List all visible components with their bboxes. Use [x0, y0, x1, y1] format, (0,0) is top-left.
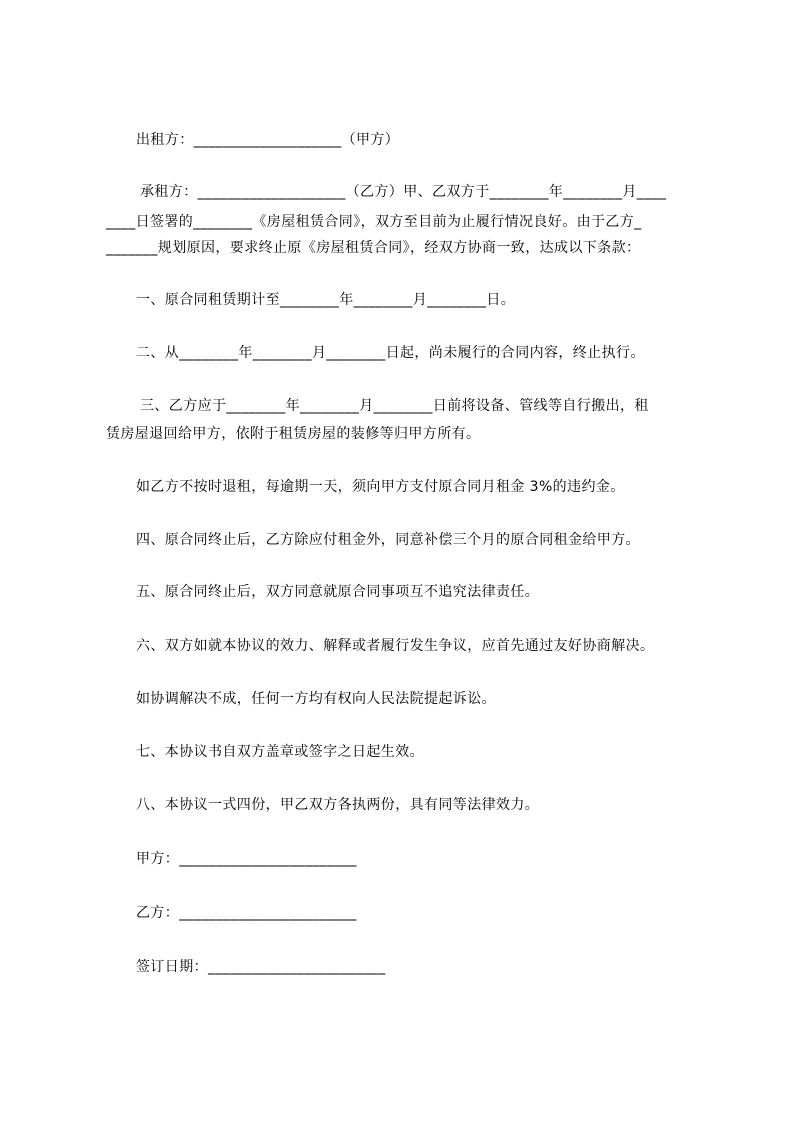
clause-3: 三、乙方应于________年________月________日前将设备、管线等自行搬出，租	[140, 398, 649, 414]
party-b-signature: 乙方：________________________	[136, 905, 357, 921]
party-a-signature: 甲方：________________________	[136, 851, 357, 867]
clause-4: 四、原合同终止后，乙方除应付租金外，同意补偿三个月的原合同租金给甲方。	[136, 532, 640, 548]
clause-7: 七、本协议书自双方盖章或签字之日起生效。	[136, 744, 424, 760]
lessee-line: 承租方：____________________（乙方）甲、乙双方于________年________月____	[140, 184, 667, 200]
lessee-line-continued: _______规划原因，要求终止原《房屋租赁合同》，经双方协商一致，达成以下条款：	[106, 240, 641, 256]
litigation-clause: 如协调解决不成，任何一方均有权向人民法院提起诉讼。	[136, 691, 496, 707]
clause-1: 一、原合同租赁期计至________年________月________日。	[136, 292, 516, 308]
clause-6: 六、双方如就本协议的效力、解释或者履行发生争议，应首先通过友好协商解决。	[136, 638, 655, 654]
lessor-line: 出租方：____________________（甲方）	[136, 132, 400, 148]
clause-5: 五、原合同终止后，双方同意就原合同事项互不追究法律责任。	[136, 584, 540, 600]
sign-date: 签订日期：________________________	[136, 959, 386, 975]
clause-3-continued: 赁房屋退回给甲方，依附于租赁房屋的装修等归甲方所有。	[106, 426, 481, 442]
lessee-line-continued: ____日签署的________《房屋租赁合同》，双方至目前为止履行情况良好。由于乙方_	[106, 214, 642, 230]
clause-2: 二、从________年________月________日起，尚未履行的合同内容，终止执行。	[136, 345, 645, 361]
penalty-clause: 如乙方不按时退租，每逾期一天，须向甲方支付原合同月租金 3%的违约金。	[136, 479, 625, 495]
clause-8: 八、本协议一式四份，甲乙双方各执两份，具有同等法律效力。	[136, 797, 540, 813]
